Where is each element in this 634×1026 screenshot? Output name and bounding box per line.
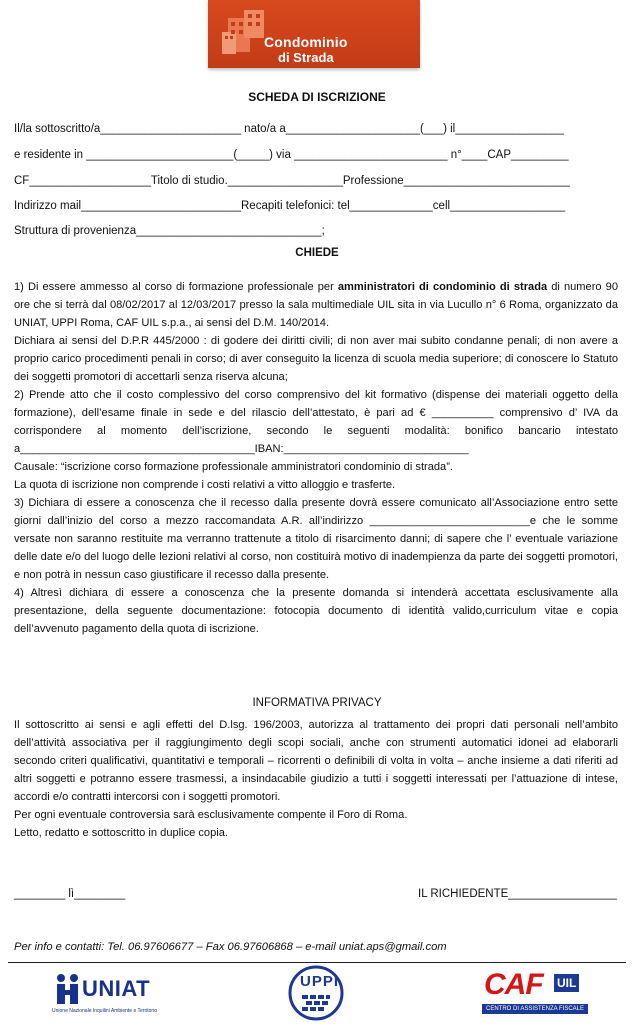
caf-name: CAF <box>484 968 543 1001</box>
document-title: SCHEDA DI ISCRIZIONE <box>248 90 386 104</box>
paragraph-1-start: 1) Di essere ammesso al corso di formazione professionale per <box>14 281 338 293</box>
uniat-logo <box>52 968 194 1018</box>
paragraph-4-documents: 4) Altresì dichiara di essere a conoscenza che la presente domanda si intenderà accettata esclusivamente alla presentazione, della seguente documentazione: fotocopia documento di identità valido,curriculum vitae e copia dell’avvenuto pagamento della quota di iscrizione. <box>14 587 618 635</box>
form-line-name-birth[interactable]: Il/la sottoscritto/a______________________ nato/a a_____________________(___) il_________________ <box>14 123 564 135</box>
privacy-signed: Letto, redatto e sottoscritto in duplice copia. <box>14 827 228 839</box>
footer-divider <box>8 962 626 963</box>
uppi-logo <box>288 965 344 1021</box>
caf-subtitle: CENTRO DI ASSISTENZA FISCALE <box>482 1004 588 1014</box>
paragraph-3-recesso: 3) Dichiara di essere a conoscenza che il recesso dalla presente dovrà essere comunicato all’Associazione entro sette giorni dall’inizio del corso a mezzo raccomandata A.R. all’indirizzo __________________________e che le somme versate non saranno restituite ma verranno trattenute a titolo di risarcimento danni; di sapere che l’ eventuale variazione delle date e/o del luogo delle lezioni relativi al corso, non costituirà motivo di inadempienza da parte dei soggetti promotori, e non potrà in nessun caso giustificare il recesso dalla presente. <box>14 497 618 581</box>
paragraph-declaration: Dichiara ai sensi del D.P.R 445/2000 : di godere dei diritti civili; di non aver mai subito condanne penali; di non avere a proprio carico procedimenti penali in corso; di aver conseguito la licenza di scuola media superiore; di conoscere lo Statuto dei soggetti promotori di accettarli senza riserva alcuna; <box>14 335 618 383</box>
uniat-people-icon <box>54 972 82 1006</box>
caf-uil-logo <box>482 966 590 1018</box>
privacy-heading: INFORMATIVA PRIVACY <box>252 697 382 709</box>
privacy-foro: Per ogni eventuale controversia sarà esclusivamente compente il Foro di Roma. <box>14 809 408 821</box>
paragraph-1 <box>14 278 618 332</box>
privacy-paragraph: Il sottoscritto ai sensi e agli effetti del D.lsg. 196/2003, autorizza al trattamento dei propri dati personali nell’ambito dell’attività associativa per il raggiungimento degli scopi sociali, anche con strumenti automatici idonei ad elaborarli secondo criteri qualificativi, quantitativi e temporali – ricorrenti o definibili di volta in volta – anche insieme a dati riferiti ad altri soggetti e potranno essere trasmessi, a insindacabile giudizio a tutti i soggetti interessati per l’attuazione di intese, accordi e/o contratti intercorsi con i soggetti promotori. <box>14 719 618 803</box>
form-line-cf-education[interactable]: CF___________________Titolo di studio.__________________Professione__________________________ <box>14 175 570 187</box>
uppi-name: UPPI <box>300 973 340 990</box>
contact-info: Per info e contatti: Tel. 06.97606677 – Fax 06.97606868 – e-mail uniat.aps@gmail.com <box>14 941 447 953</box>
chiede-heading: CHIEDE <box>295 247 339 259</box>
condominio-di-strada-logo <box>208 0 420 70</box>
logo-text-di-strada: di Strada <box>278 50 334 65</box>
paragraph-quota: La quota di iscrizione non comprende i costi relativi a vitto alloggio e trasferte. <box>14 479 396 491</box>
paragraph-1-end: di numero 90 ore che si terrà dal 08/02/2017 al 12/03/2017 presso la sala multimediale UIL sita in via Lucullo n° 6 Roma, organizzato da UNIAT, UPPI Roma, CAF UIL s.p.a., ai sensi del D.M. 140/2014. <box>14 281 619 329</box>
place-date-field[interactable]: ________ lì________ <box>14 888 126 900</box>
privacy-body <box>14 716 618 842</box>
uniat-name: UNIAT <box>82 976 151 1001</box>
form-line-structure[interactable]: Struttura di provenienza_____________________________; <box>14 225 325 237</box>
logo-text-condominio: Condominio <box>264 34 348 50</box>
uniat-subtitle: Unione Nazionale Inquilini Ambiente e Territorio <box>52 1008 157 1014</box>
logo-background <box>208 0 420 68</box>
form-line-residence[interactable]: e residente in _______________________(_____) via ________________________ n°____CAP_________ <box>14 149 569 161</box>
paragraph-causale: Causale: “iscrizione corso formazione professionale amministratori condominio di strada”. <box>14 461 454 473</box>
course-name-bold: amministratori di condominio di strada <box>337 281 548 293</box>
caf-uil-badge: UIL <box>554 974 579 992</box>
form-line-contacts[interactable]: Indirizzo mail_________________________Recapiti telefonici: tel_____________cell__________________ <box>14 200 566 212</box>
applicant-signature-field[interactable]: IL RICHIEDENTE_________________ <box>418 888 618 900</box>
request-body <box>14 278 618 638</box>
paragraph-2-cost: 2) Prende atto che il costo complessivo del corso comprensivo del kit formativo (dispense dei materiali oggetto della formazione), dell’esame finale in sede e del rilascio dell’attestato, è pari ad € __________ comprensivo d’ IVA da corrispondere al momento dell’iscrizione, secondo le seguenti modalità: bonifico bancario intestato a______________________________________IBAN:______________________________ <box>14 389 618 455</box>
